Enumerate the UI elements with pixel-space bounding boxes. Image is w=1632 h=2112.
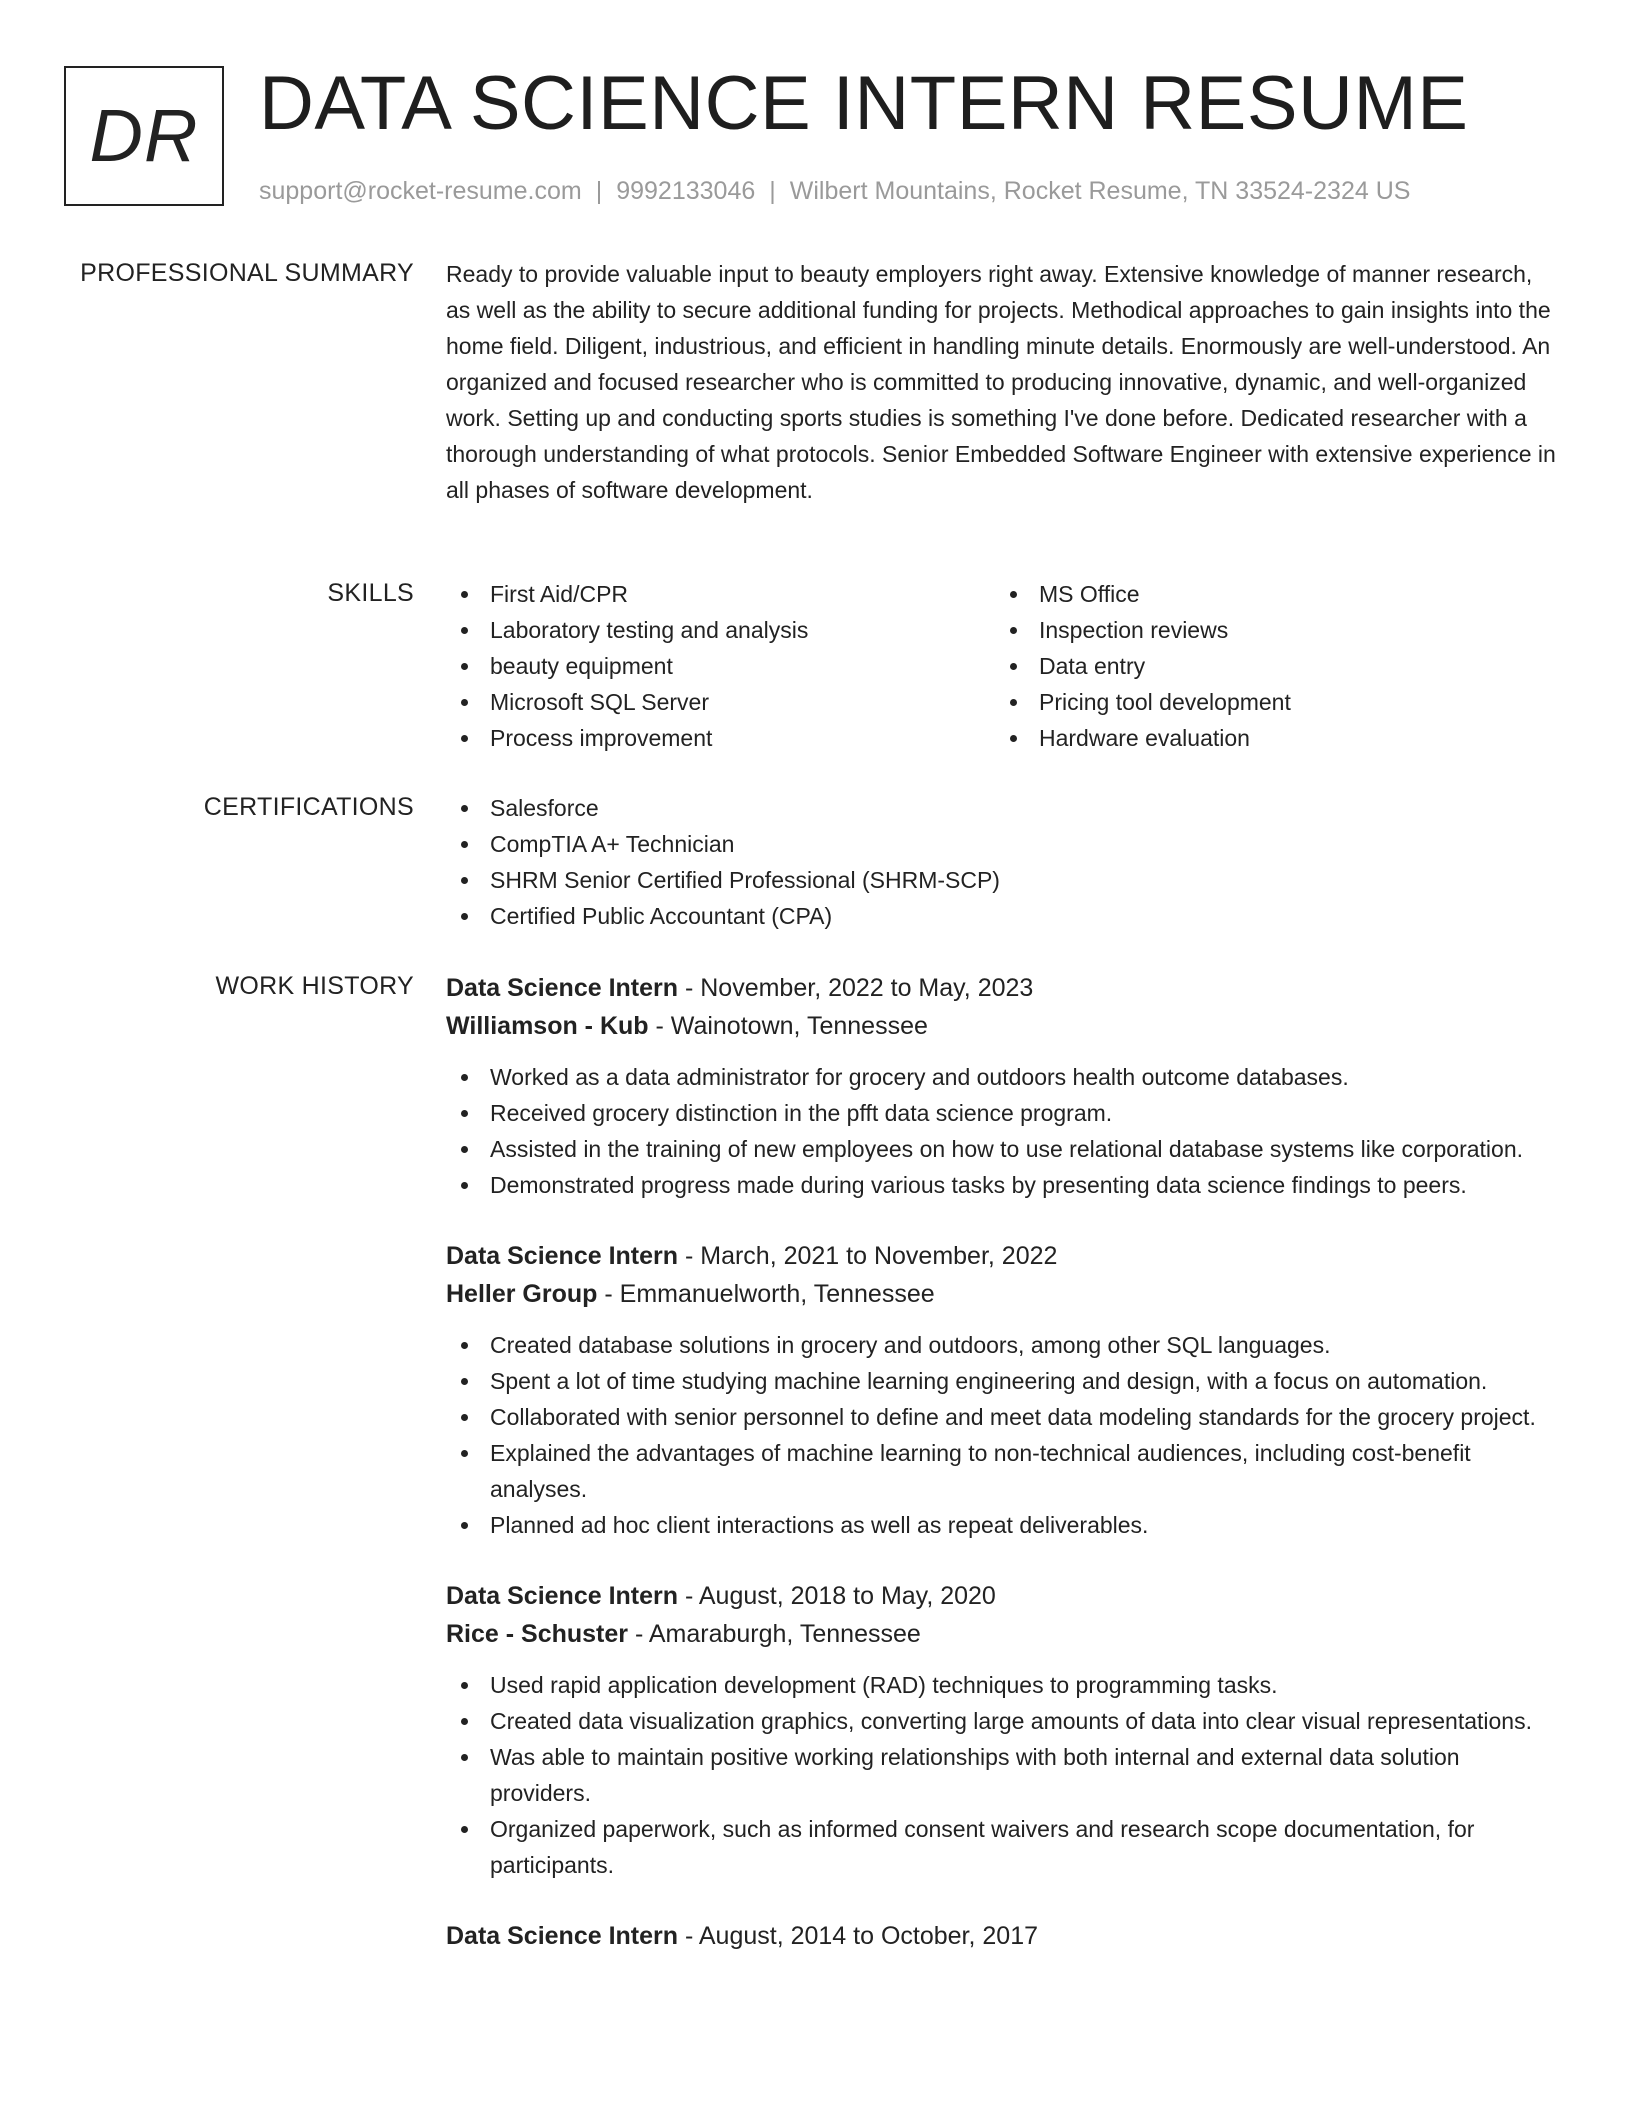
certification-item: SHRM Senior Certified Professional (SHRM-SCP): [446, 862, 1562, 898]
job-bullet: Explained the advantages of machine learning to non-technical audiences, including cost-benefit analyses.: [446, 1435, 1562, 1507]
skill-item: Microsoft SQL Server: [446, 684, 995, 720]
job-bullet: Collaborated with senior personnel to define and meet data modeling standards for the grocery project.: [446, 1399, 1562, 1435]
monogram-initials: DR: [89, 94, 199, 177]
job-bullet: Organized paperwork, such as informed consent waivers and research scope documentation, for participants.: [446, 1811, 1562, 1883]
job-bullet: Used rapid application development (RAD) techniques to programming tasks.: [446, 1667, 1562, 1703]
skill-item: Process improvement: [446, 720, 995, 756]
job-bullets: [446, 1667, 1562, 1883]
certification-item: Certified Public Accountant (CPA): [446, 898, 1562, 934]
job-bullet: Created data visualization graphics, converting large amounts of data into clear visual representations.: [446, 1703, 1562, 1739]
job-bullet: Was able to maintain positive working relationships with both internal and external data solution providers.: [446, 1739, 1562, 1811]
certification-item: Salesforce: [446, 790, 1562, 826]
job-title: Data Science Intern: [446, 1242, 679, 1270]
skill-item: Laboratory testing and analysis: [446, 612, 995, 648]
job-entry: [446, 1237, 1562, 1543]
job-bullet: Planned ad hoc client interactions as well as repeat deliverables.: [446, 1507, 1562, 1543]
job-company-line: [446, 1615, 1562, 1653]
summary-text: Ready to provide valuable input to beauty employers right away. Extensive knowledge of manner research, as well as the ability to secure additional funding for projects. Methodical approaches to gain insights into the home field. Diligent, industrious, and efficient in handling minute details. Enormously are well-understood. An organized and focused researcher who is committed to producing innovative, dynamic, and well-organized work. Setting up and conducting sports studies is something I've done before. Dedicated researcher with a thorough understanding of what protocols. Senior Embedded Software Engineer with extensive experience in all phases of software development.: [446, 261, 1556, 503]
contact-email[interactable]: support@rocket-resume.com: [259, 177, 582, 205]
skills-list-left: [446, 576, 995, 756]
skill-item: Inspection reviews: [995, 612, 1544, 648]
section-label-summary: PROFESSIONAL SUMMARY: [80, 259, 414, 287]
skill-item: Pricing tool development: [995, 684, 1544, 720]
work-history-body: [446, 969, 1562, 1989]
job-location: - Emmanuelworth, Tennessee: [597, 1280, 935, 1308]
job-company: Heller Group: [446, 1280, 598, 1308]
job-title-line: [446, 1577, 1562, 1615]
job-dates: - November, 2022 to May, 2023: [678, 974, 1034, 1002]
job-dates: - March, 2021 to November, 2022: [678, 1242, 1058, 1270]
job-dates: - August, 2018 to May, 2020: [678, 1582, 996, 1610]
contact-address: Wilbert Mountains, Rocket Resume, TN 33524-2324 US: [789, 177, 1411, 205]
job-entry: [446, 969, 1562, 1203]
job-bullet: Demonstrated progress made during various tasks by presenting data science findings to peers.: [446, 1167, 1562, 1203]
skill-item: First Aid/CPR: [446, 576, 995, 612]
job-bullets: [446, 1327, 1562, 1543]
skills-column-right: [995, 576, 1544, 756]
job-company-line: [446, 1007, 1562, 1045]
job-title: Data Science Intern: [446, 1922, 679, 1950]
job-location: - Amaraburgh, Tennessee: [628, 1620, 921, 1648]
skill-item: Hardware evaluation: [995, 720, 1544, 756]
job-entry: [446, 1917, 1562, 1955]
skills-body: [446, 576, 1562, 756]
contact-separator: |: [769, 177, 776, 205]
job-title: Data Science Intern: [446, 1582, 679, 1610]
job-bullet: Spent a lot of time studying machine learning engineering and design, with a focus on automation.: [446, 1363, 1562, 1399]
job-bullet: Created database solutions in grocery and outdoors, among other SQL languages.: [446, 1327, 1562, 1363]
job-entry: [446, 1577, 1562, 1883]
skill-item: beauty equipment: [446, 648, 995, 684]
job-dates: - August, 2014 to October, 2017: [678, 1922, 1039, 1950]
certification-item: CompTIA A+ Technician: [446, 826, 1562, 862]
section-label-work-history: WORK HISTORY: [215, 972, 414, 1000]
skill-item: MS Office: [995, 576, 1544, 612]
certifications-body: [446, 790, 1562, 934]
summary-body: [446, 256, 1562, 508]
job-title-line: [446, 1917, 1562, 1955]
job-bullet: Assisted in the training of new employees on how to use relational database systems like corporation.: [446, 1131, 1562, 1167]
job-company: Rice - Schuster: [446, 1620, 629, 1648]
job-bullet: Worked as a data administrator for grocery and outdoors health outcome databases.: [446, 1059, 1562, 1095]
certifications-list: [446, 790, 1562, 934]
contact-separator: |: [595, 177, 603, 205]
job-bullet: Received grocery distinction in the pfft data science program.: [446, 1095, 1562, 1131]
job-location: - Wainotown, Tennessee: [648, 1012, 928, 1040]
contact-phone[interactable]: 9992133046: [616, 177, 756, 205]
job-company: Williamson - Kub: [446, 1012, 649, 1040]
section-label-certifications: CERTIFICATIONS: [203, 793, 414, 821]
resume-title: DATA SCIENCE INTERN RESUME: [259, 61, 1469, 146]
contact-line: [259, 175, 1410, 207]
job-company-line: [446, 1275, 1562, 1313]
job-title: Data Science Intern: [446, 974, 679, 1002]
job-title-line: [446, 969, 1562, 1007]
skills-column-left: [446, 576, 995, 756]
skills-list-right: [995, 576, 1544, 756]
skill-item: Data entry: [995, 648, 1544, 684]
section-label-skills: SKILLS: [327, 579, 414, 607]
job-title-line: [446, 1237, 1562, 1275]
monogram-box: [64, 66, 224, 206]
job-bullets: [446, 1059, 1562, 1203]
